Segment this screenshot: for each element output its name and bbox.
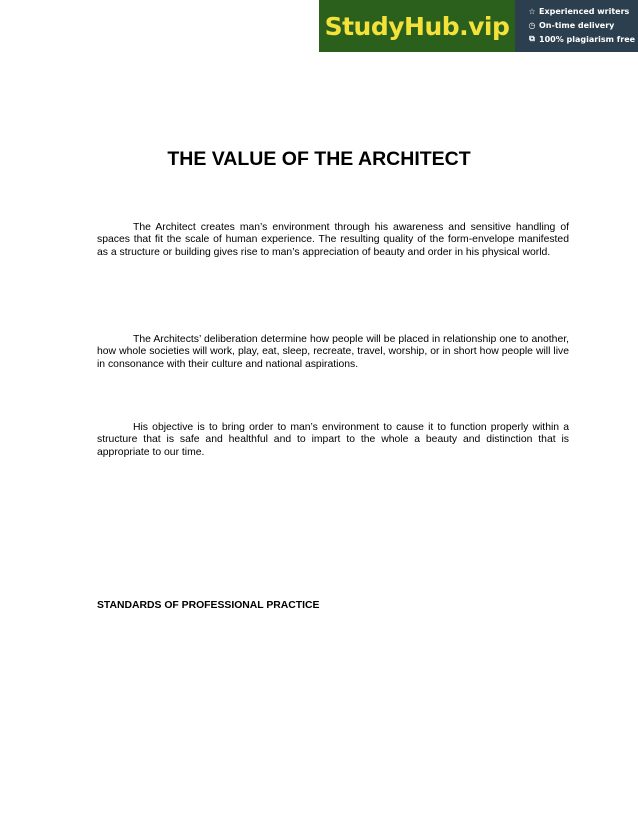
- feature-label: On-time delivery: [539, 20, 615, 30]
- section-heading: STANDARDS OF PROFESSIONAL PRACTICE: [97, 600, 320, 611]
- studyhub-logo[interactable]: StudyHub.vip: [319, 0, 515, 52]
- clock-icon: ◷: [528, 20, 536, 30]
- feature-experienced-writers: [527, 4, 638, 18]
- studyhub-banner[interactable]: [319, 0, 638, 52]
- star-icon: ☆: [528, 6, 536, 16]
- feature-label: 100% plagiarism free: [539, 34, 636, 44]
- paragraph-3: His objective is to bring order to man’s environment to cause it to function properly within a structure that is safe and healthful and to impart to the whole a beauty and distinction that is appropriate to our time.: [97, 422, 569, 458]
- paragraph-2: The Architects’ deliberation determine how people will be placed in relationship one to another, how whole societies will work, play, eat, sleep, recreate, travel, worship, or in short how people will live in consonance with their culture and national aspirations.: [97, 334, 569, 370]
- feature-on-time-delivery: [527, 18, 638, 32]
- feature-plagiarism-free: [527, 32, 638, 46]
- banner-feature-list: [515, 0, 638, 52]
- document-title: THE VALUE OF THE ARCHITECT: [167, 148, 471, 170]
- copy-icon: ⧉: [529, 34, 535, 43]
- paragraph-1: The Architect creates man’s environment through his awareness and sensitive handling of spaces that fit the scale of human experience. The resulting quality of the form-envelope manifested as a structure or building gives rise to man’s appreciation of beauty and order in his physical world.: [97, 222, 569, 258]
- feature-label: Experienced writers: [539, 6, 630, 16]
